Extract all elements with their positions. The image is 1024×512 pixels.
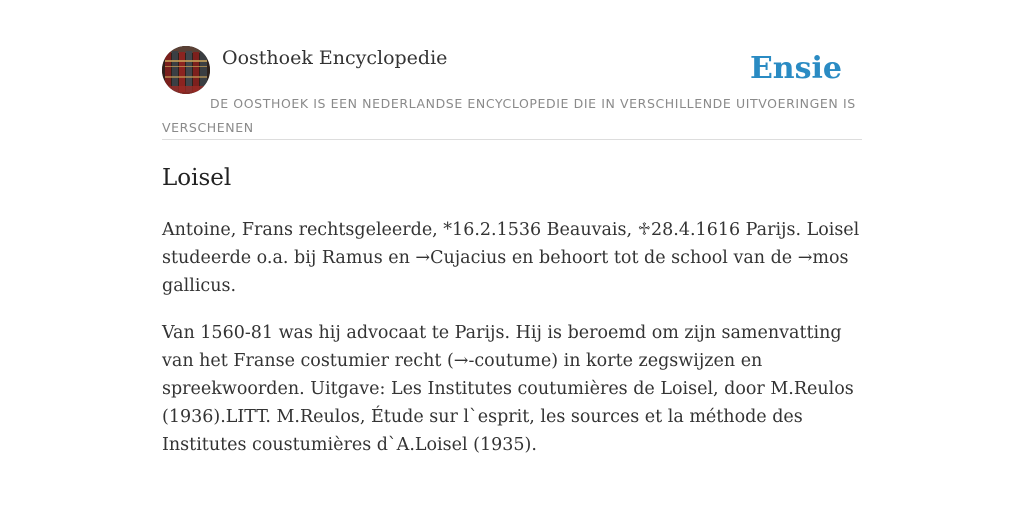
article bbox=[162, 160, 862, 459]
article-paragraph: Antoine, Frans rechtsgeleerde, *16.2.1536 Beauvais, ♱28.4.1616 Parijs. Loisel studeerde o.a. bij Ramus en →Cujacius en behoort tot de school van de →mos gallicus. bbox=[162, 220, 860, 296]
article-title: Loisel bbox=[162, 165, 232, 191]
encyclopedia-books-icon[interactable] bbox=[162, 46, 210, 94]
brand-logo-link[interactable]: Ensie bbox=[749, 51, 842, 86]
site-tagline: DE OOSTHOEK IS EEN NEDERLANDSE ENCYCLOPEDIE DIE IN VERSCHILLENDE UITVOERINGEN IS VERSCHENEN bbox=[162, 96, 856, 135]
article-paragraph: Van 1560-81 was hij advocaat te Parijs. Hij is beroemd om zijn samenvatting van het Franse costumier recht (→-coutume) in korte zegswijzen en spreekwoorden. Uitgave: Les Institutes coutumières de Loisel, door M.Reulos (1936).LITT. M.Reulos, Étude sur l`esprit, les sources et la méthode des Institutes coustumières d`A.Loisel (1935). bbox=[162, 323, 854, 455]
site-header bbox=[162, 46, 862, 140]
site-title[interactable]: Oosthoek Encyclopedie bbox=[222, 47, 448, 69]
